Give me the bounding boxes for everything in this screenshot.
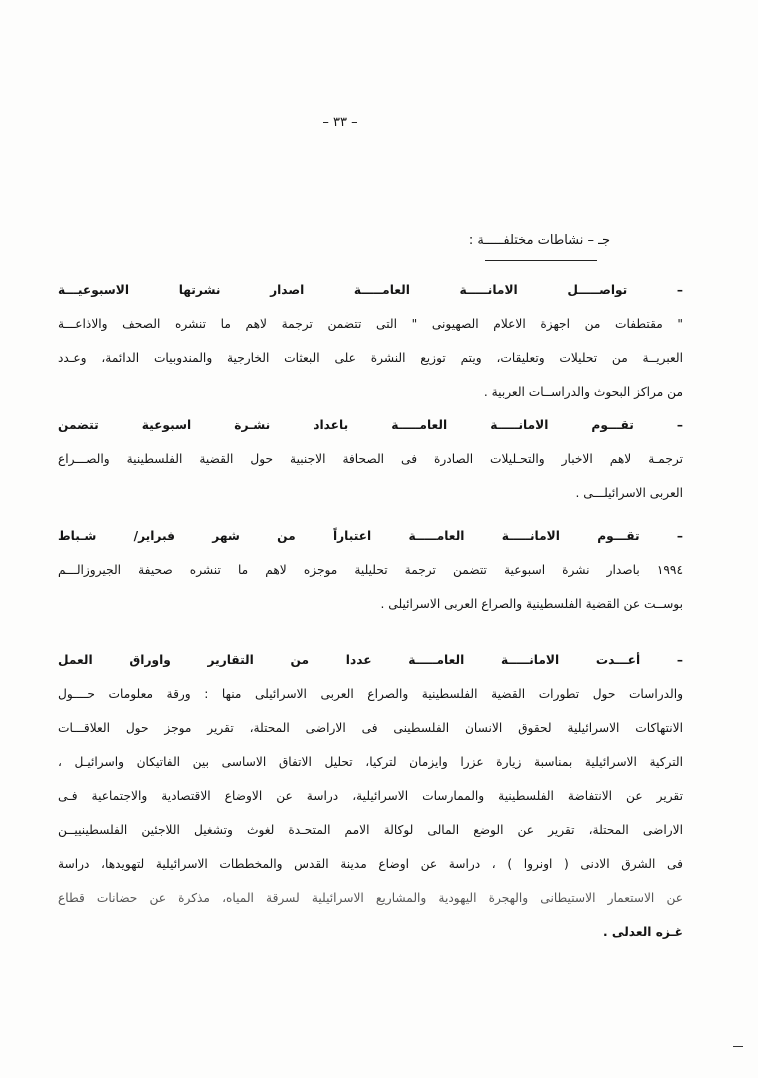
paragraph-line: والدراسات حول تطورات القضية الفلسطينية والصراع العربى الاسرائيلى منها : ورقة معلومات حــــول	[58, 687, 683, 701]
margin-dash	[733, 1046, 743, 1047]
paragraph-line: – أعـــدت الامانـــــة العامـــــة عددا من التقارير واوراق العمل	[58, 653, 683, 667]
paragraph-line: العبريــة من تحليلات وتعليقات، ويتم توزيع النشرة على البعثات الخارجية والمندوبيات الدائمة، وعـدد	[58, 351, 683, 365]
paragraph-line: – تقـــوم الامانـــــة العامـــــة باعداد نشـرة اسبوعية تتضمن	[58, 418, 683, 432]
paragraph-line: العربى الاسرائيلـــى .	[575, 486, 683, 500]
page-number: – ٣٣ –	[322, 115, 358, 130]
paragraph-line: التركية الاسرائيلية بمناسبة زيارة عزرا وايزمان لتركيا، تحليل الاتفاق الاساسى بين الفاتيكان واسرائيـل ،	[58, 755, 683, 769]
paragraph-jerusalem-post-bulletin	[58, 527, 683, 629]
paragraph-line: فى الشرق الادنى ( اونروا ) ، دراسة عن اوضاع مدينة القدس والمخططات الاسرائيلية لتهويدها، دراسة	[58, 857, 683, 871]
paragraph-line: من مراكز البحوث والدراســات العربية .	[483, 385, 683, 399]
paragraph-line: الانتهاكات الاسرائيلية لحقوق الانسان الفلسطينى فى الاراضى المحتلة، تقرير موجز حول العلاقـــات	[58, 721, 683, 735]
paragraph-foreign-press-bulletin	[58, 416, 683, 518]
paragraph-line: – تواصـــــل الامانـــــة العامـــــة اصدار نشرتها الاسبوعيـــة	[58, 283, 683, 297]
paragraph-line: ترجمـة لاهم الاخبار والتحـليلات الصادرة فى الصحافة الاجنبية حول القضية الفلسطينية والصـــراع	[58, 452, 683, 466]
paragraph-weekly-bulletin	[58, 281, 683, 417]
paragraph-line: الاراضى المحتلة، تقرير عن الوضع المالى لوكالة الامم المتحـدة لغوث وتشغيل اللاجئين الفلسطينييــن	[58, 823, 683, 837]
paragraph-line: عن الاستعمار الاستيطانى والهجرة اليهودية والمشاريع الاسرائيلية لسرقة المياه، مذكرة عن حضانات قطاع	[58, 891, 683, 905]
heading-underline	[485, 260, 597, 261]
paragraph-line: تقرير عن الانتفاضة الفلسطينية والممارسات الاسرائيلية، دراسة عن الاوضاع الاقتصادية والاجتماعية فـى	[58, 789, 683, 803]
paragraph-line: بوســت عن القضية الفلسطينية والصراع العربى الاسرائيلى .	[380, 597, 683, 611]
section-heading: جـ – نشاطات مختلفـــــة :	[468, 233, 610, 248]
paragraph-line: ١٩٩٤ باصدار نشرة اسبوعية تتضمن ترجمة تحليلية موجزه لاهم ما تنشره صحيفة الجيروزالـــم	[58, 563, 683, 577]
paragraph-line: غـزه العدلى .	[603, 925, 683, 939]
paragraph-line: " مقتطفات من اجهزة الاعلام الصهيونى " التى تتضمن ترجمة لاهم ما تنشره الصحف والاذاعـــة	[58, 317, 683, 331]
paragraph-line: – تقـــوم الامانـــــة العامـــــة اعتباراً من شهر فبراير/ شـباط	[58, 529, 683, 543]
paragraph-reports-and-studies	[58, 651, 683, 957]
